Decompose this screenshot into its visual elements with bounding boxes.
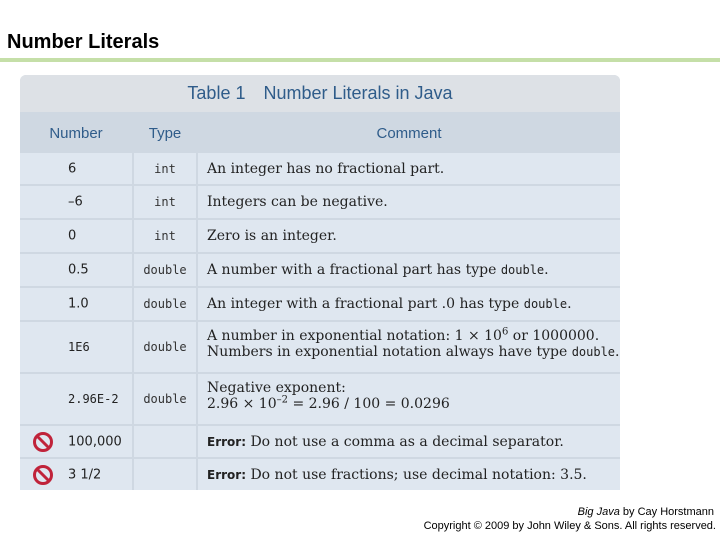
- number-cell: 3 1/2: [68, 467, 102, 482]
- table-row-error: [20, 459, 620, 490]
- table-header-row: [20, 115, 620, 151]
- number-cell: –6: [68, 194, 83, 210]
- comment-cell: An integer has no fractional part.: [207, 160, 445, 177]
- comment-text: A number with a fractional part has type: [207, 262, 501, 278]
- header-comment: Comment: [198, 115, 620, 151]
- type-cell: double: [143, 392, 187, 406]
- header-number: Number: [20, 115, 132, 151]
- number-cell: 1.0: [68, 296, 89, 312]
- number-cell: 0.5: [68, 262, 89, 278]
- comment-text-end: .: [567, 296, 572, 312]
- comment-text-end: .: [544, 262, 549, 278]
- table-row: [20, 322, 620, 372]
- comment-text: 2.96 × 10: [207, 396, 277, 412]
- error-label: Error:: [207, 467, 246, 482]
- footer-author: by Cay Horstmann: [619, 506, 714, 518]
- comment-text: Do not use a comma as a decimal separator.: [246, 433, 564, 450]
- number-cell: 2.96E-2: [68, 392, 119, 406]
- comment-cell: [207, 296, 572, 312]
- prohibited-icon: [32, 464, 54, 486]
- table-row: [20, 374, 620, 424]
- comment-cell: [207, 262, 549, 278]
- type-cell: int: [154, 195, 176, 209]
- footer-copyright: Copyright © 2009 by John Wiley & Sons. All rights reserved.: [423, 520, 716, 532]
- comment-cell: Integers can be negative.: [207, 194, 388, 210]
- comment-line-2: [207, 396, 450, 412]
- type-cell: double: [143, 297, 187, 311]
- number-cell: 100,000: [68, 434, 122, 449]
- table-row-error: [20, 426, 620, 457]
- table-caption-title: Number Literals in Java: [263, 83, 453, 103]
- table-row: [20, 220, 620, 252]
- footer-credit: [578, 506, 714, 518]
- header-type: Type: [134, 115, 196, 151]
- comment-text: Numbers in exponential notation always have type: [207, 344, 572, 360]
- book-title: Big Java: [577, 506, 620, 518]
- comment-line-1: Negative exponent:: [207, 380, 346, 396]
- comment-cell: [207, 380, 450, 412]
- comment-cell: [207, 328, 620, 360]
- table-caption-label: Table 1: [187, 83, 246, 103]
- table-row: [20, 153, 620, 184]
- title-divider: [0, 58, 720, 62]
- comment-text: A number in exponential notation: 1 × 10: [207, 328, 502, 344]
- prohibited-icon: [32, 431, 54, 453]
- comment-line-2: [207, 344, 620, 360]
- comment-cell: [207, 434, 564, 450]
- comment-text-end: or 1000000.: [508, 328, 600, 344]
- number-cell: 0: [68, 228, 77, 244]
- comment-text: Do not use fractions; use decimal notation: 3.5.: [246, 466, 587, 483]
- comment-line-1: [207, 328, 620, 344]
- table-row: [20, 288, 620, 320]
- number-cell: 6: [68, 161, 77, 176]
- table-row: [20, 254, 620, 286]
- code-literal: double: [523, 297, 568, 311]
- exponent: –2: [276, 394, 288, 406]
- exponent: 6: [501, 326, 509, 338]
- comment-text-end: .: [615, 344, 620, 360]
- type-cell: int: [154, 229, 176, 243]
- number-literals-table: [20, 75, 620, 490]
- table-row: [20, 186, 620, 218]
- table-caption: [20, 75, 620, 112]
- comment-text: An integer with a fractional part .0 has type: [207, 296, 524, 312]
- type-cell: double: [143, 263, 187, 277]
- comment-cell: Zero is an integer.: [207, 228, 337, 244]
- type-cell: int: [154, 161, 176, 176]
- comment-text-end: = 2.96 / 100 = 0.0296: [288, 396, 450, 412]
- comment-cell: [207, 467, 587, 483]
- number-cell: 1E6: [68, 340, 90, 354]
- code-literal: double: [571, 345, 616, 359]
- type-cell: double: [143, 340, 187, 354]
- slide-title: Number Literals: [7, 31, 160, 53]
- code-literal: double: [500, 263, 545, 277]
- error-label: Error:: [207, 434, 246, 449]
